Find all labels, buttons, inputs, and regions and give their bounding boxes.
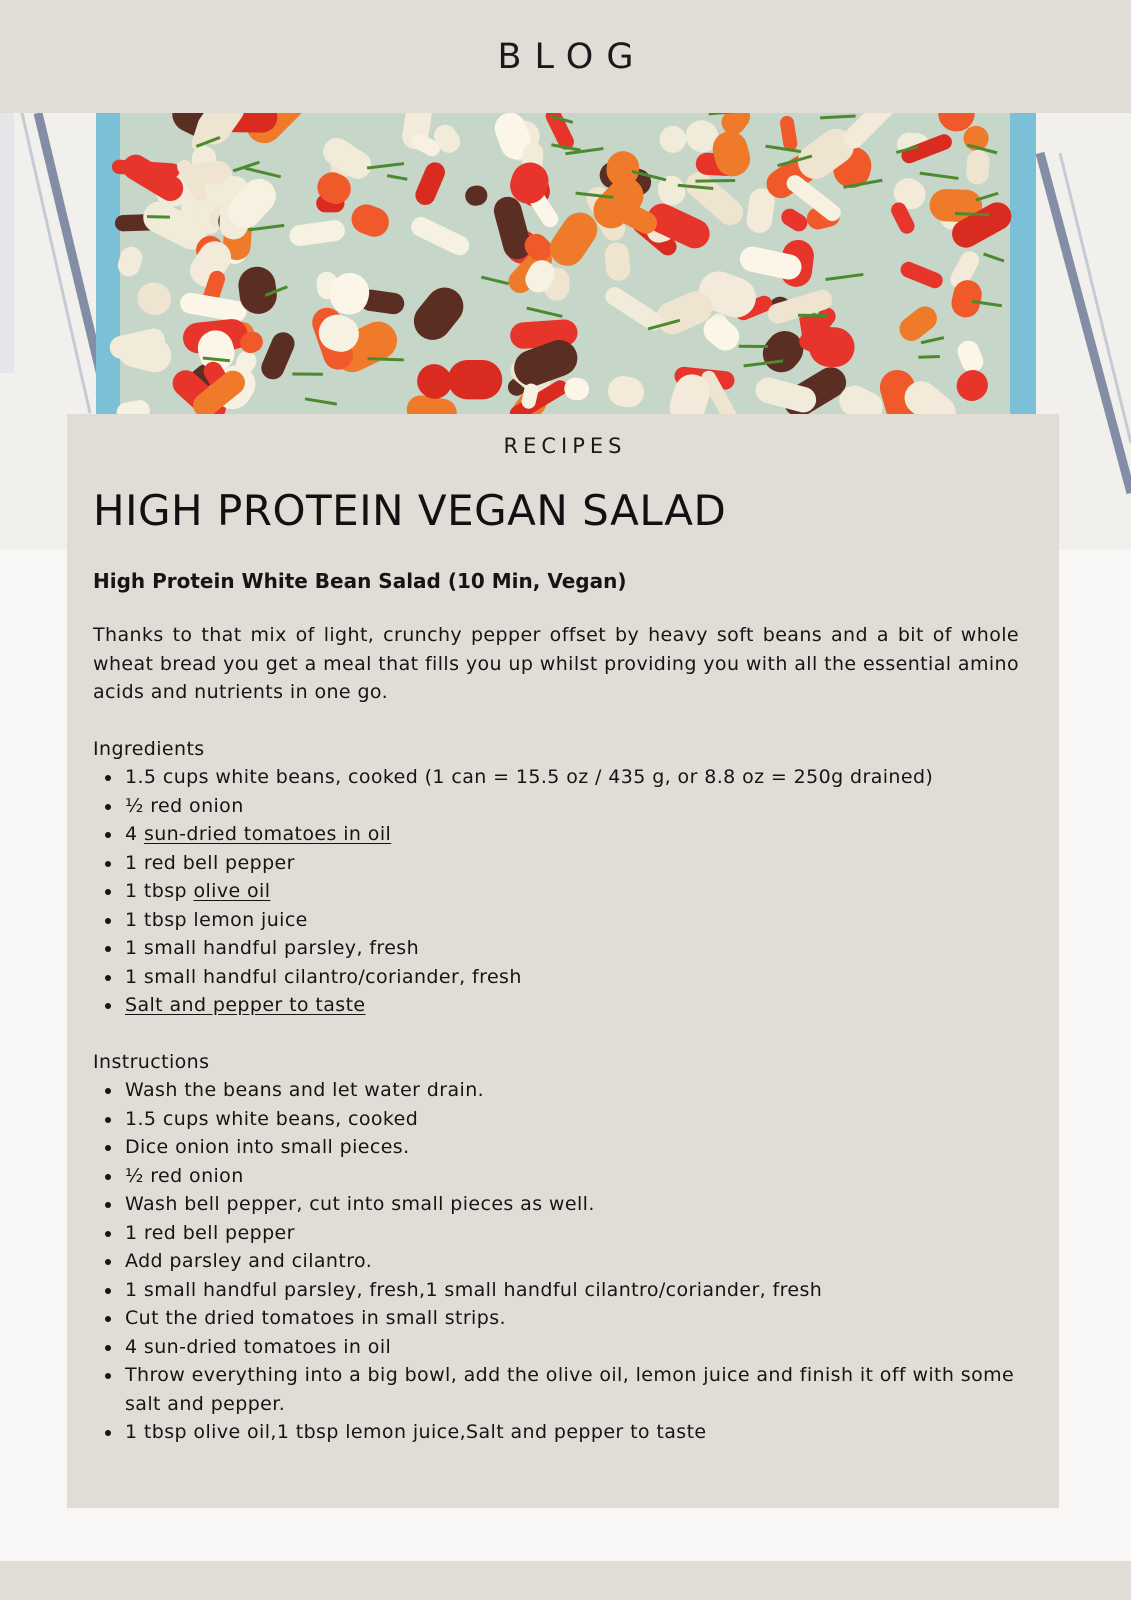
instruction-step: 1 tbsp olive oil,1 tbsp lemon juice,Salt and pepper to taste bbox=[93, 1418, 1019, 1447]
instruction-step: Add parsley and cilantro. bbox=[93, 1247, 1019, 1276]
ingredient-item bbox=[93, 934, 1019, 963]
post-title: HIGH PROTEIN VEGAN SALAD bbox=[93, 486, 727, 535]
page-footer bbox=[0, 1561, 1131, 1600]
instruction-step: Wash the beans and let water drain. bbox=[93, 1076, 1019, 1105]
ingredient-link[interactable]: Salt and pepper to taste bbox=[125, 994, 366, 1016]
instruction-step: Wash bell pepper, cut into small pieces as well. bbox=[93, 1190, 1019, 1219]
ingredient-item bbox=[93, 763, 1019, 792]
ingredient-item bbox=[93, 849, 1019, 878]
ingredient-text: 1 tbsp lemon juice bbox=[125, 908, 308, 931]
intro-paragraph: Thanks to that mix of light, crunchy pepper offset by heavy soft beans and a bit of whole wheat bread you get a meal that fills you up whilst providing you with all the essential amino acids and nutrients in one go. bbox=[93, 624, 1019, 703]
instruction-step: Dice onion into small pieces. bbox=[93, 1133, 1019, 1162]
ingredient-quantity: 1 tbsp bbox=[125, 880, 194, 902]
ingredient-item bbox=[93, 906, 1019, 935]
ingredient-text: 1 small handful parsley, fresh bbox=[125, 937, 420, 959]
ingredient-item bbox=[93, 991, 1019, 1020]
ingredient-text: 1 small handful cilantro/coriander, fresh bbox=[125, 965, 522, 988]
instruction-step: ½ red onion bbox=[93, 1162, 1019, 1191]
ingredient-text: 1 red bell pepper bbox=[125, 851, 295, 874]
ingredient-item bbox=[93, 792, 1019, 821]
ingredient-text: ½ red onion bbox=[125, 794, 244, 817]
blog-header bbox=[0, 0, 1131, 113]
blog-title: BLOG bbox=[497, 36, 647, 77]
instruction-step: 1 red bell pepper bbox=[93, 1219, 1019, 1248]
recipe-card bbox=[67, 414, 1059, 1508]
category-label: RECIPES bbox=[503, 434, 627, 458]
instruction-step: 1 small handful parsley, fresh,1 small handful cilantro/coriander, fresh bbox=[93, 1276, 1019, 1305]
ingredient-item bbox=[93, 877, 1019, 906]
ingredients-list bbox=[93, 763, 1019, 1020]
ingredient-link[interactable]: olive oil bbox=[193, 880, 271, 902]
instruction-step: 1.5 cups white beans, cooked bbox=[93, 1105, 1019, 1134]
ingredient-item bbox=[93, 820, 1019, 849]
instruction-step: 4 sun-dried tomatoes in oil bbox=[93, 1333, 1019, 1362]
instruction-step: Cut the dried tomatoes in small strips. bbox=[93, 1304, 1019, 1333]
ingredient-quantity: 4 bbox=[125, 823, 144, 845]
ingredient-text: 1.5 cups white beans, cooked (1 can = 15.5 oz / 435 g, or 8.8 oz = 250g drained) bbox=[125, 766, 934, 788]
instructions-list bbox=[93, 1076, 1019, 1447]
instruction-step: Throw everything into a big bowl, add the olive oil, lemon juice and finish it off with some salt and pepper. bbox=[93, 1361, 1019, 1418]
instructions-heading: Instructions bbox=[93, 1050, 210, 1073]
ingredient-item bbox=[93, 963, 1019, 992]
ingredients-heading: Ingredients bbox=[93, 737, 205, 760]
ingredient-link[interactable]: sun-dried tomatoes in oil bbox=[143, 823, 392, 845]
recipe-subtitle: High Protein White Bean Salad (10 Min, Vegan) bbox=[93, 569, 627, 593]
